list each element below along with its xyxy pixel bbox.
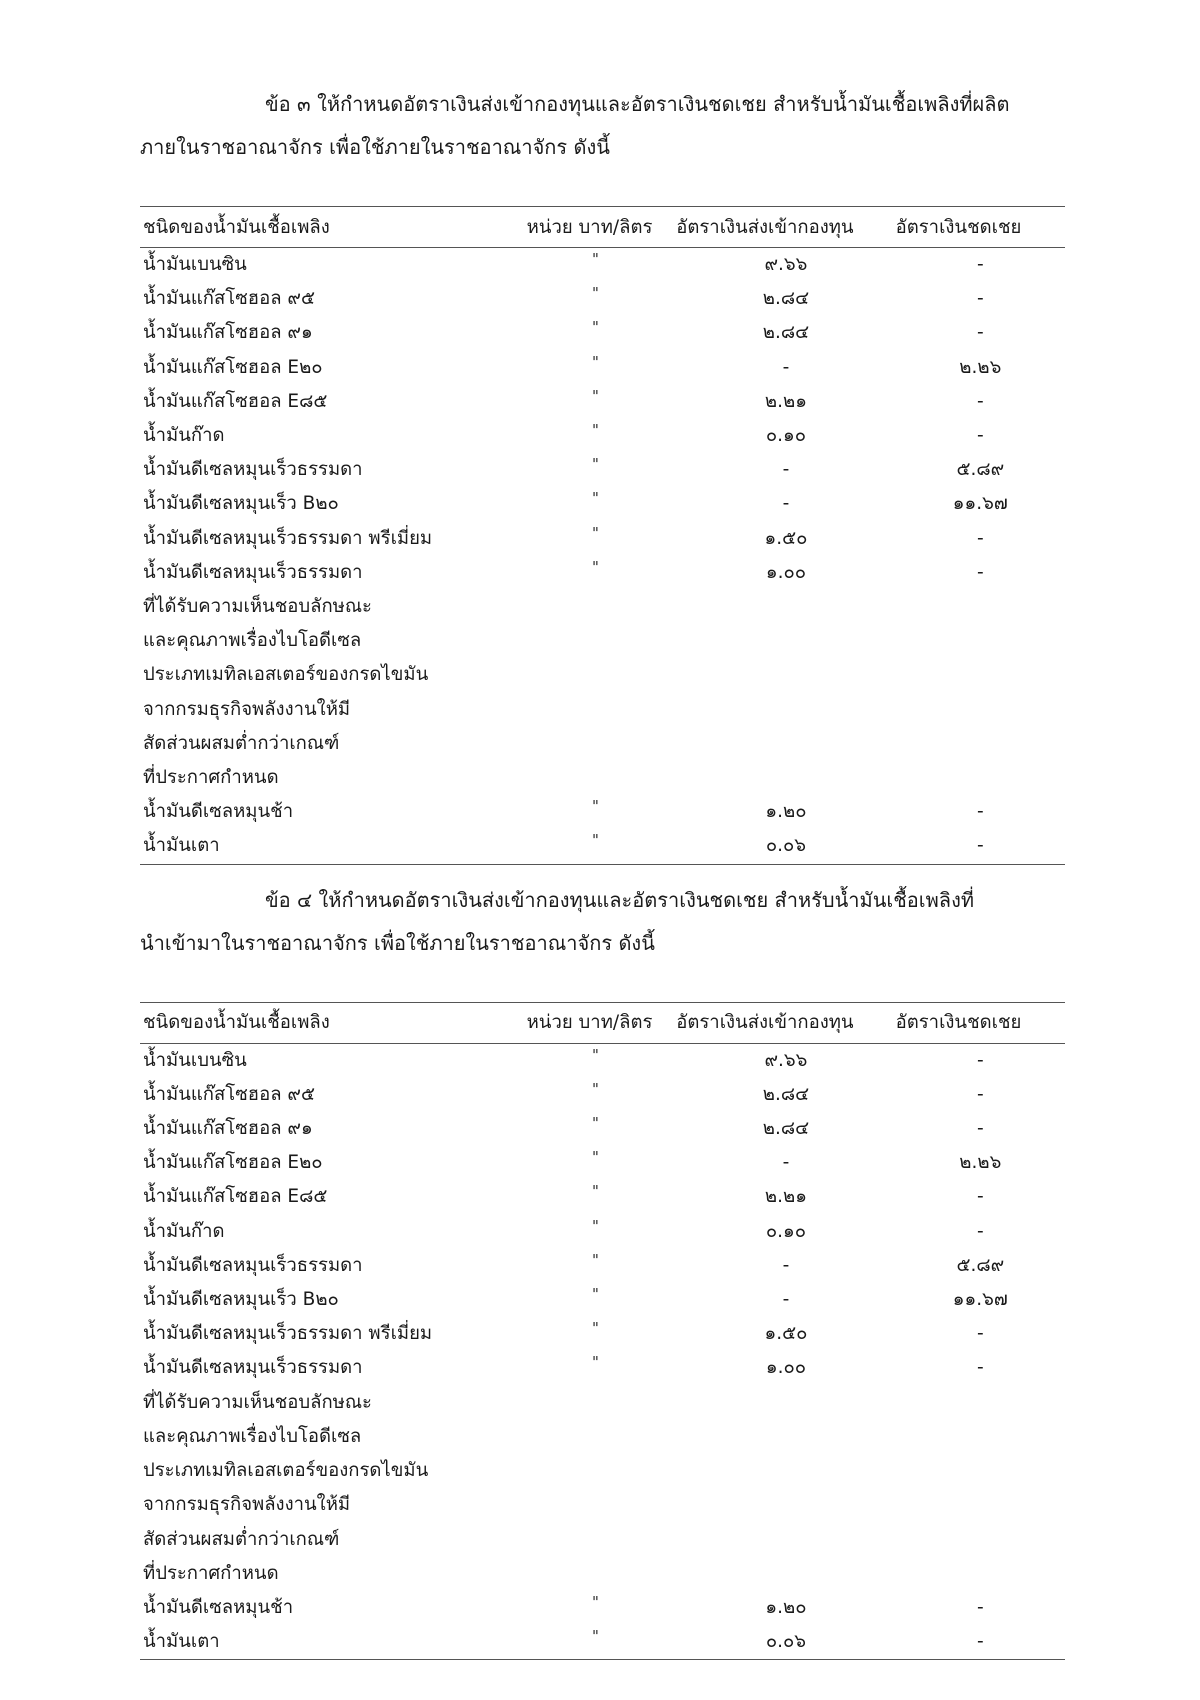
fuel-name: น้ำมันแก๊สโซฮอล ๙๕ (143, 1083, 315, 1105)
contribution-rate-cell: - (782, 356, 790, 378)
fuel-name: น้ำมันก๊าด (143, 425, 225, 447)
fuel-name: น้ำมันแก๊สโซฮอล E๒๐ (143, 1152, 323, 1174)
fuel-name-cell (140, 795, 527, 829)
unit-cell (527, 522, 677, 556)
ditto-mark: " (591, 1114, 599, 1133)
contribution-rate-cell: ๐.๐๖ (676, 1625, 895, 1660)
unit-cell (527, 1351, 677, 1590)
fuel-name-cell (140, 1180, 527, 1214)
table-row (140, 1625, 1065, 1660)
fuel-name: น้ำมันเตา (143, 835, 220, 857)
header-contribution: อัตราเงินส่งเข้ากองทุน (676, 1002, 895, 1043)
table-row (140, 1215, 1065, 1249)
contribution-rate-cell: ๑.๒๐ (765, 1596, 807, 1618)
contribution-rate-cell: ๐.๑๐ (765, 425, 807, 447)
fuel-name: น้ำมันดีเซลหมุนเร็วธรรมดา (143, 1357, 363, 1379)
ditto-mark: " (591, 1079, 599, 1098)
unit-cell (527, 1180, 677, 1214)
compensation-rate-cell: - (976, 1049, 984, 1071)
compensation-rate-cell: - (976, 1323, 984, 1345)
fuel-name-continuation: ที่ได้รับความเห็นชอบลักษณะ (143, 596, 372, 618)
compensation-rate-cell: - (976, 527, 984, 549)
ditto-mark: " (591, 1182, 599, 1201)
fuel-name-cell (140, 1351, 527, 1590)
unit-cell (527, 1591, 677, 1625)
contribution-rate-cell: ๑.๕๐ (764, 1323, 808, 1345)
table-header-row (140, 207, 1065, 248)
article-4-line-1: ข้อ ๔ ให้กำหนดอัตราเงินส่งเข้ากองทุนและอัตราเงินชดเชย สำหรับน้ำมันเชื้อเพลิงที่ (265, 887, 975, 912)
table-row (140, 1283, 1065, 1317)
fuel-name-continuation: ประเภทเมทิลเอสเตอร์ของกรดไขมัน (143, 1460, 429, 1482)
contribution-rate-cell: ๑.๐๐ (765, 561, 807, 583)
fuel-name-cell (140, 453, 527, 487)
unit-cell (527, 419, 677, 453)
compensation-rate-cell: - (976, 1083, 984, 1105)
fuel-name-cell (140, 419, 527, 453)
contribution-rate-cell: ๒.๒๑ (764, 390, 807, 412)
compensation-rate-cell: ๑๑.๖๗ (952, 493, 1008, 515)
unit-cell (527, 1078, 677, 1112)
fuel-name-cell (140, 1215, 527, 1249)
compensation-rate-cell: - (976, 1357, 984, 1379)
contribution-rate-cell: ๑.๕๐ (764, 527, 808, 549)
fuel-name-cell (140, 1625, 527, 1660)
fuel-name-cell (140, 522, 527, 556)
unit-cell (527, 1625, 677, 1660)
fuel-name-continuation: ประเภทเมทิลเอสเตอร์ของกรดไขมัน (143, 664, 429, 686)
fuel-name-continuation: สัดส่วนผสมต่ำกว่าเกณฑ์ (143, 732, 340, 754)
compensation-rate-cell: ๒.๒๖ (959, 1152, 1002, 1174)
article-3-table-body (140, 248, 1065, 865)
ditto-mark: " (591, 1592, 599, 1611)
unit-cell (527, 282, 677, 316)
table-row (140, 556, 1065, 795)
table-row (140, 385, 1065, 419)
table-row (140, 1317, 1065, 1351)
fuel-name: น้ำมันแก๊สโซฮอล ๙๑ (143, 1118, 313, 1140)
fuel-name: น้ำมันดีเซลหมุนเร็วธรรมดา พรีเมี่ยม (143, 1323, 433, 1345)
article-3-section (140, 83, 1065, 865)
fuel-name: น้ำมันดีเซลหมุนช้า (143, 1596, 294, 1618)
unit-cell (527, 1215, 677, 1249)
ditto-mark: " (591, 1148, 599, 1167)
contribution-rate-cell: - (782, 493, 790, 515)
fuel-name-cell (140, 1078, 527, 1112)
contribution-rate-cell: ๑.๐๐ (765, 1357, 807, 1379)
ditto-mark: " (591, 797, 599, 816)
fuel-name-cell (140, 385, 527, 419)
header-fuel-type: ชนิดของน้ำมันเชื้อเพลิง (140, 1002, 527, 1043)
unit-cell (527, 556, 677, 795)
header-contribution: อัตราเงินส่งเข้ากองทุน (676, 207, 895, 248)
table-row (140, 1351, 1065, 1590)
header-compensation: อัตราเงินชดเชย (896, 1002, 1065, 1043)
fuel-name: น้ำมันดีเซลหมุนช้า (143, 801, 294, 823)
fuel-name-cell (140, 556, 527, 795)
fuel-name-continuation: จากกรมธุรกิจพลังงานให้มี (143, 1494, 351, 1516)
contribution-rate-cell: ๙.๖๖ (764, 254, 808, 275)
table-row (140, 453, 1065, 487)
contribution-rate-cell: - (782, 1152, 790, 1174)
table-row (140, 282, 1065, 316)
fuel-name: น้ำมันเบนซิน (143, 1049, 247, 1071)
compensation-rate-cell: - (976, 1596, 984, 1618)
fuel-name-cell (140, 1283, 527, 1317)
fuel-name-cell (140, 1112, 527, 1146)
fuel-name-cell (140, 487, 527, 521)
compensation-rate-cell: - (976, 254, 984, 275)
ditto-mark: " (591, 250, 599, 268)
compensation-rate-cell: ๒.๒๖ (959, 356, 1002, 378)
compensation-rate-cell: - (976, 561, 984, 583)
fuel-name-cell (140, 316, 527, 350)
fuel-name-cell (140, 282, 527, 316)
unit-cell (527, 1283, 677, 1317)
ditto-mark: " (591, 352, 599, 371)
compensation-rate-cell: - (976, 1186, 984, 1208)
article-4-table-body (140, 1043, 1065, 1660)
table-row (140, 1591, 1065, 1625)
compensation-rate-cell: - (976, 801, 984, 823)
fuel-name-continuation: ที่ได้รับความเห็นชอบลักษณะ (143, 1391, 372, 1413)
article-3-line-2: ภายในราชอาณาจักร เพื่อใช้ภายในราชอาณาจักร ดังนี้ (140, 135, 610, 159)
contribution-rate-cell: ๑.๒๐ (765, 801, 807, 823)
compensation-rate-cell: - (976, 322, 984, 344)
compensation-rate-cell: - (976, 288, 984, 310)
fuel-name-cell (140, 1146, 527, 1180)
header-unit: หน่วย บาท/ลิตร (527, 207, 677, 248)
contribution-rate-cell: ๒.๘๔ (762, 322, 810, 344)
compensation-rate-cell: - (976, 425, 984, 447)
article-3-rates-table (140, 206, 1065, 865)
fuel-name: น้ำมันเบนซิน (143, 254, 247, 275)
contribution-rate-cell: ๒.๘๔ (762, 288, 810, 310)
fuel-name: น้ำมันแก๊สโซฮอล ๙๕ (143, 288, 315, 310)
header-compensation: อัตราเงินชดเชย (896, 207, 1065, 248)
unit-cell (527, 829, 677, 864)
unit-cell (527, 1249, 677, 1283)
ditto-mark: " (591, 1353, 599, 1372)
fuel-name-cell (140, 1043, 527, 1078)
ditto-mark: " (591, 318, 599, 337)
unit-cell (527, 385, 677, 419)
ditto-mark: " (591, 557, 599, 576)
ditto-mark: " (591, 1250, 599, 1269)
contribution-rate-cell: - (782, 459, 790, 481)
fuel-name-cell (140, 1249, 527, 1283)
fuel-name-continuation: และคุณภาพเรื่องไบโอดีเซล (143, 1425, 362, 1447)
contribution-rate-cell: ๒.๘๔ (762, 1083, 810, 1105)
fuel-name-continuation: ที่ประกาศกำหนด (143, 1562, 279, 1584)
table-row (140, 795, 1065, 829)
fuel-name-cell (140, 248, 527, 283)
fuel-name: น้ำมันดีเซลหมุนเร็วธรรมดา (143, 561, 363, 583)
contribution-rate-cell: ๒.๘๔ (762, 1118, 810, 1140)
fuel-name: น้ำมันดีเซลหมุนเร็วธรรมดา (143, 1254, 363, 1276)
contribution-rate-cell: ๙.๖๖ (764, 1049, 808, 1071)
unit-cell (527, 316, 677, 350)
compensation-rate-cell: - (896, 829, 1065, 864)
header-fuel-type: ชนิดของน้ำมันเชื้อเพลิง (140, 207, 527, 248)
fuel-name: น้ำมันก๊าด (143, 1220, 225, 1242)
unit-cell (527, 1043, 677, 1078)
table-row (140, 419, 1065, 453)
compensation-rate-cell: - (976, 390, 984, 412)
table-row (140, 1249, 1065, 1283)
fuel-name-continuation: ที่ประกาศกำหนด (143, 767, 279, 789)
compensation-rate-cell: - (896, 1625, 1065, 1660)
unit-cell (527, 453, 677, 487)
fuel-name-cell (140, 351, 527, 385)
contribution-rate-cell: ๒.๒๑ (764, 1186, 807, 1208)
ditto-mark: " (591, 455, 599, 474)
compensation-rate-cell: ๕.๘๙ (956, 459, 1005, 481)
table-row (140, 1078, 1065, 1112)
fuel-name-cell (140, 829, 527, 864)
compensation-rate-cell: - (976, 1118, 984, 1140)
compensation-rate-cell: ๕.๘๙ (956, 1254, 1005, 1276)
article-3-paragraph (140, 83, 1065, 169)
table-row (140, 248, 1065, 283)
contribution-rate-cell: ๐.๐๖ (676, 829, 895, 864)
ditto-mark: " (591, 489, 599, 508)
table-row (140, 522, 1065, 556)
fuel-name: น้ำมันดีเซลหมุนเร็วธรรมดา พรีเมี่ยม (143, 527, 433, 549)
fuel-name-cell (140, 1591, 527, 1625)
fuel-name-continuation: สัดส่วนผสมต่ำกว่าเกณฑ์ (143, 1528, 340, 1550)
ditto-mark: " (591, 1319, 599, 1338)
table-row (140, 1180, 1065, 1214)
unit-cell (527, 248, 677, 283)
header-unit: หน่วย บาท/ลิตร (527, 1002, 677, 1043)
ditto-mark: " (591, 284, 599, 303)
fuel-name-continuation: และคุณภาพเรื่องไบโอดีเซล (143, 630, 362, 652)
fuel-name: น้ำมันเตา (143, 1631, 220, 1653)
unit-cell (527, 795, 677, 829)
fuel-name: น้ำมันดีเซลหมุนเร็วธรรมดา (143, 459, 363, 481)
ditto-mark: " (591, 1045, 599, 1064)
fuel-name: น้ำมันแก๊สโซฮอล E๘๕ (143, 1186, 328, 1208)
article-4-line-2: นำเข้ามาในราชอาณาจักร เพื่อใช้ภายในราชอาณาจักร ดังนี้ (140, 930, 655, 955)
contribution-rate-cell: - (782, 1289, 790, 1311)
compensation-rate-cell: - (976, 1220, 984, 1242)
ditto-mark: " (591, 831, 599, 850)
unit-cell (527, 1317, 677, 1351)
ditto-mark: " (591, 1216, 599, 1235)
table-row (140, 316, 1065, 350)
fuel-name: น้ำมันแก๊สโซฮอล E๘๕ (143, 390, 328, 412)
ditto-mark: " (591, 386, 599, 405)
table-row (140, 1112, 1065, 1146)
contribution-rate-cell: - (782, 1254, 790, 1276)
unit-cell (527, 1112, 677, 1146)
fuel-name-continuation: จากกรมธุรกิจพลังงานให้มี (143, 698, 351, 720)
table-row (140, 351, 1065, 385)
contribution-rate-cell: ๐.๑๐ (765, 1220, 807, 1242)
article-4-section (140, 879, 1065, 1661)
ditto-mark: " (591, 421, 599, 440)
article-4-paragraph (140, 879, 1065, 965)
fuel-name: น้ำมันแก๊สโซฮอล E๒๐ (143, 356, 323, 378)
table-row (140, 1146, 1065, 1180)
ditto-mark: " (591, 523, 599, 542)
fuel-name: น้ำมันดีเซลหมุนเร็ว B๒๐ (143, 493, 339, 515)
unit-cell (527, 351, 677, 385)
fuel-name-cell (140, 1317, 527, 1351)
document-page (140, 0, 1065, 1653)
table-header-row (140, 1002, 1065, 1043)
fuel-name: น้ำมันดีเซลหมุนเร็ว B๒๐ (143, 1289, 339, 1311)
table-row (140, 487, 1065, 521)
article-3-line-1: ข้อ ๓ ให้กำหนดอัตราเงินส่งเข้ากองทุนและอัตราเงินชดเชย สำหรับน้ำมันเชื้อเพลิงที่ผลิต (265, 92, 1010, 116)
table-row (140, 1043, 1065, 1078)
ditto-mark: " (591, 1285, 599, 1304)
fuel-name: น้ำมันแก๊สโซฮอล ๙๑ (143, 322, 313, 344)
ditto-mark: " (591, 1627, 599, 1646)
unit-cell (527, 1146, 677, 1180)
article-4-rates-table (140, 1002, 1065, 1661)
table-row (140, 829, 1065, 864)
compensation-rate-cell: ๑๑.๖๗ (952, 1289, 1008, 1311)
unit-cell (527, 487, 677, 521)
